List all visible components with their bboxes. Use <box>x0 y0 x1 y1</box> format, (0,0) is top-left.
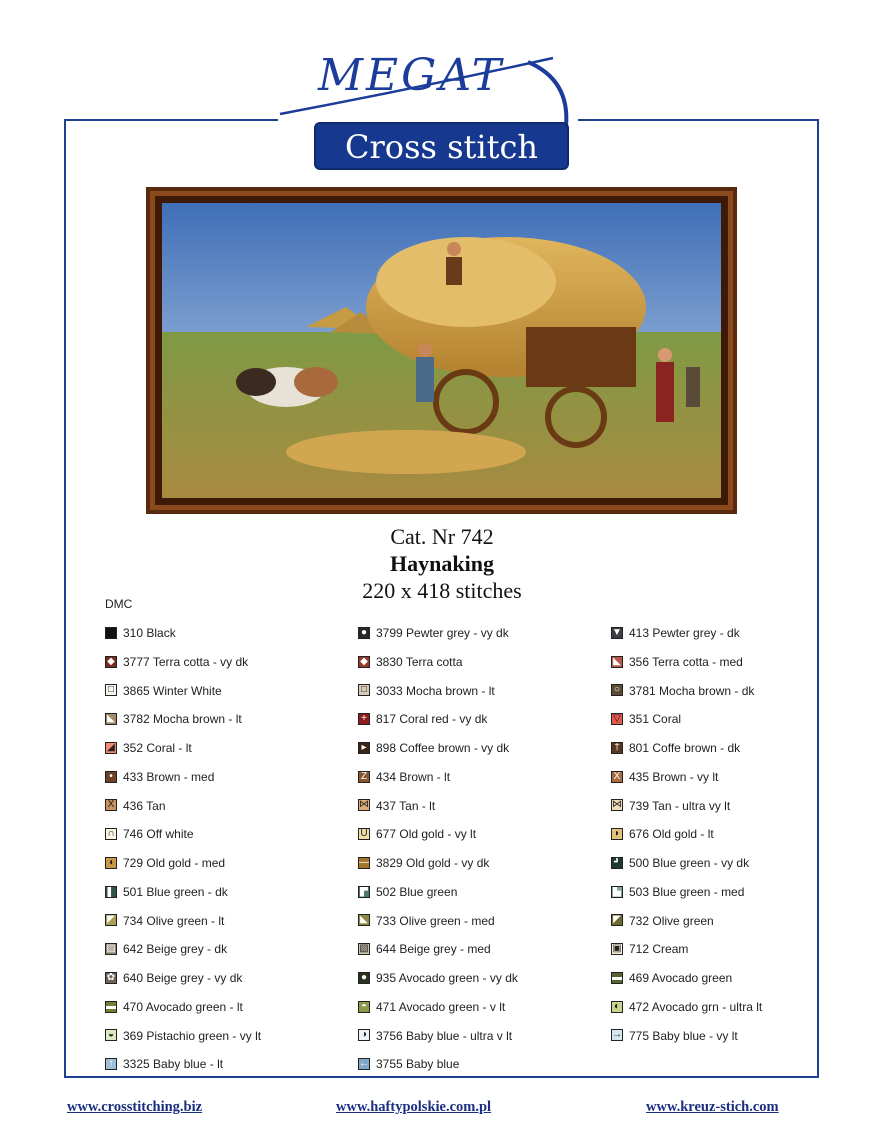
legend-item <box>105 1029 261 1045</box>
legend-label: 356 Terra cotta - med <box>629 654 743 669</box>
legend-item <box>358 827 476 843</box>
legend-item <box>105 942 227 958</box>
legend-label: 733 Olive green - med <box>376 913 495 928</box>
thread-symbol-icon: ○ <box>611 684 623 696</box>
legend-item <box>611 1000 762 1016</box>
legend-item <box>105 712 242 728</box>
logo-product: Cross stitch <box>345 128 538 166</box>
legend-label: 3865 Winter White <box>123 683 222 698</box>
legend-label: 472 Avocado grn - ultra lt <box>629 999 763 1014</box>
thread-symbol-icon: X <box>611 771 623 783</box>
thread-symbol-icon: ▌ <box>105 886 117 898</box>
legend-item <box>105 885 228 901</box>
catalog-number: Cat. Nr 742 <box>390 524 494 549</box>
thread-symbol-icon: ◐ <box>611 1001 623 1013</box>
legend-item <box>611 712 681 728</box>
thread-symbol-icon: ◤ <box>105 914 117 926</box>
pattern-title: Haynaking <box>390 551 494 576</box>
thread-symbol-icon: ✿ <box>106 971 116 983</box>
legend-label: 503 Blue green - med <box>629 884 745 899</box>
thread-symbol-icon: ▼ <box>612 626 622 638</box>
thread-symbol-icon: ◒ <box>105 1029 117 1041</box>
legend-label: 746 Off white <box>123 827 194 842</box>
logo-product-box <box>314 122 569 170</box>
legend-label: 734 Olive green - lt <box>123 913 225 928</box>
legend-label: 3033 Mocha brown - lt <box>376 683 495 698</box>
legend-label: 433 Brown - med <box>123 769 215 784</box>
legend-label: 732 Olive green <box>629 913 714 928</box>
thread-symbol-icon: ▬ <box>612 971 622 983</box>
legend-label: 3782 Mocha brown - lt <box>123 712 242 727</box>
thread-symbol-icon: ↑ <box>105 1058 117 1070</box>
legend-item <box>358 971 518 987</box>
legend-item <box>105 1057 223 1073</box>
legend-heading: DMC <box>105 597 133 611</box>
legend-item <box>611 885 744 901</box>
legend-item <box>105 856 225 872</box>
legend-label: 817 Coral red - vy dk <box>376 712 488 727</box>
legend-item <box>611 799 730 815</box>
legend-item <box>105 741 192 757</box>
thread-symbol-icon: ▙ <box>611 886 623 898</box>
thread-symbol-icon: Z <box>358 771 370 783</box>
thread-symbol-icon: ◑ <box>358 1029 370 1041</box>
legend-label: 500 Blue green - vy dk <box>629 856 750 870</box>
legend-label: 677 Old gold - vy lt <box>376 827 477 842</box>
legend-item <box>105 971 242 987</box>
legend-label: 3799 Pewter grey - vy dk <box>376 626 509 640</box>
legend-item <box>358 770 450 786</box>
legend-item <box>358 655 463 671</box>
legend-item <box>358 712 487 728</box>
stitch-size: 220 x 418 stitches <box>362 578 522 603</box>
legend-item <box>358 684 495 700</box>
legend-item <box>611 827 714 843</box>
thread-symbol-icon: ▧ <box>359 943 369 955</box>
legend-label: 3325 Baby blue - lt <box>123 1057 224 1072</box>
legend-label: 775 Baby blue - vy lt <box>629 1028 738 1043</box>
thread-symbol-icon: ▬ <box>106 1000 116 1012</box>
thread-symbol-icon: † <box>611 742 623 754</box>
legend-item <box>105 827 194 843</box>
legend-item <box>105 770 214 786</box>
pattern-preview-image <box>146 187 737 514</box>
thread-symbol-icon: ▨ <box>106 943 116 955</box>
legend-item <box>611 626 740 642</box>
legend-label: 352 Coral - lt <box>123 741 192 755</box>
legend-label: 413 Pewter grey - dk <box>629 626 740 640</box>
thread-symbol-icon: ● <box>358 627 370 639</box>
thread-symbol-icon: ▸ <box>358 742 370 754</box>
thread-symbol-icon: ∩ <box>105 828 117 840</box>
legend-label: 434 Brown - lt <box>376 769 451 784</box>
legend-item <box>611 684 754 700</box>
thread-symbol-icon: ◗ <box>611 828 623 840</box>
legend-item <box>358 856 489 872</box>
footer-link-haftypolskie[interactable]: www.haftypolskie.com.pl <box>336 1099 492 1115</box>
legend-label: 470 Avocado green - lt <box>123 999 243 1014</box>
thread-symbol-icon: ▣ <box>612 943 622 955</box>
legend-item <box>105 914 224 930</box>
legend-item <box>105 626 176 642</box>
thread-symbol-icon: U <box>358 828 370 840</box>
legend-label: 469 Avocado green <box>629 971 733 985</box>
legend-label: 3756 Baby blue - ultra v lt <box>376 1028 513 1043</box>
thread-symbol-icon: ▽ <box>611 713 623 725</box>
thread-symbol-icon: ◣ <box>611 656 623 668</box>
thread-symbol-icon: • <box>105 771 117 783</box>
legend-item <box>358 914 495 930</box>
thread-symbol-icon: ◆ <box>358 656 370 668</box>
legend-item <box>611 770 718 786</box>
thread-symbol-icon: ◢ <box>105 742 117 754</box>
legend-label: 3755 Baby blue <box>376 1057 460 1072</box>
legend-item <box>611 971 732 987</box>
legend-item <box>611 1029 738 1045</box>
legend-item <box>611 914 714 930</box>
thread-symbol-icon: ◣ <box>105 713 117 725</box>
thread-symbol-icon: — <box>359 856 369 868</box>
thread-symbol-icon: ◤ <box>611 914 623 926</box>
legend-item <box>358 1029 512 1045</box>
legend-item <box>611 942 688 958</box>
legend-item <box>358 1000 505 1016</box>
legend-label: 898 Coffee brown - vy dk <box>376 741 510 755</box>
thread-symbol-icon: ● <box>358 972 370 984</box>
legend-label: 501 Blue green - dk <box>123 884 228 899</box>
legend-label: 3830 Terra cotta <box>376 654 463 669</box>
legend-item <box>358 942 491 958</box>
thread-symbol-icon: □ <box>105 684 117 696</box>
thread-symbol-icon: ◆ <box>105 656 117 668</box>
footer-link-kreuz-stich[interactable]: www.kreuz-stich.com <box>646 1099 779 1115</box>
logo-brand: MEGAT <box>318 50 505 101</box>
thread-symbol-icon: ◣ <box>358 914 370 926</box>
legend-item <box>358 1057 459 1073</box>
legend-label: 437 Tan - lt <box>376 798 436 813</box>
legend-item <box>611 741 740 757</box>
thread-symbol-icon: ┛ <box>611 857 623 869</box>
legend-label: 801 Coffe brown - dk <box>629 741 741 755</box>
legend-label: 3781 Mocha brown - dk <box>629 683 755 698</box>
legend-label: 471 Avocado green - v lt <box>376 999 506 1014</box>
legend-label: 642 Beige grey - dk <box>123 942 228 957</box>
thread-symbol-icon <box>105 627 117 639</box>
thread-symbol-icon: ◓ <box>358 1001 370 1013</box>
thread-symbol-icon: + <box>358 713 370 725</box>
thread-symbol-icon: ⋈ <box>612 799 622 811</box>
legend-label: 436 Tan <box>123 798 166 813</box>
legend-label: 640 Beige grey - vy dk <box>123 971 243 985</box>
thread-symbol-icon: X <box>105 799 117 811</box>
footer-link-crosstitching[interactable]: www.crosstitching.biz <box>67 1099 203 1115</box>
thread-symbol-icon: ← <box>359 1058 369 1070</box>
legend-label: 729 Old gold - med <box>123 856 226 870</box>
legend-item <box>105 684 222 700</box>
legend-label: 369 Pistachio green - vy lt <box>123 1028 262 1043</box>
legend-label: 3777 Terra cotta - vy dk <box>123 654 249 669</box>
legend-label: 3829 Old gold - vy dk <box>376 856 490 870</box>
legend-label: 644 Beige grey - med <box>376 942 491 957</box>
legend-item <box>358 741 509 757</box>
legend-label: 351 Coral <box>629 712 682 727</box>
legend-label: 712 Cream <box>629 942 689 957</box>
legend-label: 310 Black <box>123 626 176 640</box>
legend-item <box>105 655 248 671</box>
legend-item <box>105 799 166 815</box>
legend-item <box>358 799 435 815</box>
legend-label: 935 Avocado green - vy dk <box>376 971 518 985</box>
legend-item <box>105 1000 243 1016</box>
legend-label: 502 Blue green <box>376 884 458 899</box>
legend-item <box>358 626 509 642</box>
thread-symbol-icon: ▛ <box>358 886 370 898</box>
legend-item <box>611 856 749 872</box>
legend-label: 739 Tan - ultra vy lt <box>629 798 731 813</box>
legend-label: 676 Old gold - lt <box>629 827 714 842</box>
legend-item <box>611 655 743 671</box>
thread-symbol-icon: □ <box>358 684 370 696</box>
legend-item <box>358 885 457 901</box>
thread-symbol-icon: ⋈ <box>359 799 369 811</box>
thread-symbol-icon: ◖ <box>105 857 117 869</box>
brand-logo <box>278 40 578 175</box>
thread-symbol-icon: → <box>612 1029 622 1041</box>
legend-label: 435 Brown - vy lt <box>629 769 719 784</box>
